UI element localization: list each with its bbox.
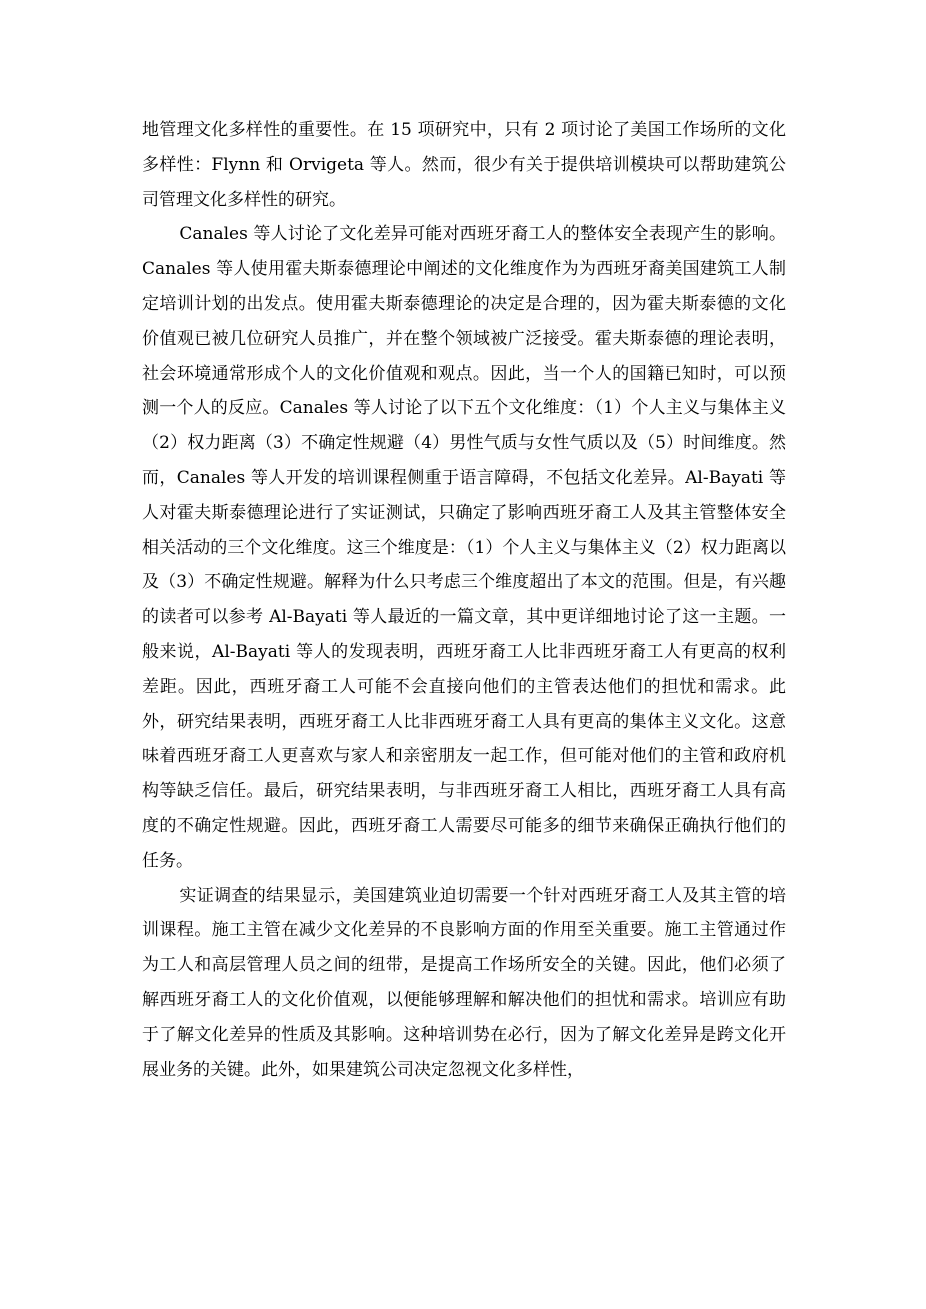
paragraph-continuation: 地管理文化多样性的重要性。在 15 项研究中，只有 2 项讨论了美国工作场所的文化多样性：Flynn 和 Orvigeta 等人。然而，很少有关于提供培训模块可以帮助建筑公司管理文化多样性的研究。: [142, 120, 786, 210]
paragraph-canales-hofstede: Canales 等人讨论了文化差异可能对西班牙裔工人的整体安全表现产生的影响。Canales 等人使用霍夫斯泰德理论中阐述的文化维度作为为西班牙裔美国建筑工人制定培训计划的出发点。使用霍夫斯泰德理论的决定是合理的，因为霍夫斯泰德的文化价值观已被几位研究人员推广，并在整个领域被广泛接受。霍夫斯泰德的理论表明，社会环境通常形成个人的文化价值观和观点。因此，当一个人的国籍已知时，可以预测一个人的反应。Canales 等人讨论了以下五个文化维度：（1）个人主义与集体主义（2）权力距离（3）不确定性规避（4）男性气质与女性气质以及（5）时间维度。然而，Canales 等人开发的培训课程侧重于语言障碍，不包括文化差异。Al-Bayati 等人对霍夫斯泰德理论进行了实证测试，只确定了影响西班牙裔工人及其主管整体安全相关活动的三个文化维度。这三个维度是：（1）个人主义与集体主义（2）权力距离以及（3）不确定性规避。解释为什么只考虑三个维度超出了本文的范围。但是，有兴趣的读者可以参考 Al-Bayati 等人最近的一篇文章，其中更详细地讨论了这一主题。一般来说，Al-Bayati 等人的发现表明，西班牙裔工人比非西班牙裔工人有更高的权利差距。因此，西班牙裔工人可能不会直接向他们的主管表达他们的担忧和需求。此外，研究结果表明，西班牙裔工人比非西班牙裔工人具有更高的集体主义文化。这意味着西班牙裔工人更喜欢与家人和亲密朋友一起工作，但可能对他们的主管和政府机构等缺乏信任。最后，研究结果表明，与非西班牙裔工人相比，西班牙裔工人具有高度的不确定性规避。因此，西班牙裔工人需要尽可能多的细节来确保正确执行他们的任务。: [142, 224, 786, 871]
document-page: [142, 113, 786, 1087]
paragraph-empirical-findings: 实证调查的结果显示，美国建筑业迫切需要一个针对西班牙裔工人及其主管的培训课程。施工主管在减少文化差异的不良影响方面的作用至关重要。施工主管通过作为工人和高层管理人员之间的纽带，是提高工作场所安全的关键。因此，他们必须了解西班牙裔工人的文化价值观，以便能够理解和解决他们的担忧和需求。培训应有助于了解文化差异的性质及其影响。这种培训势在必行，因为了解文化差异是跨文化开展业务的关键。此外，如果建筑公司决定忽视文化多样性，: [142, 885, 786, 1080]
